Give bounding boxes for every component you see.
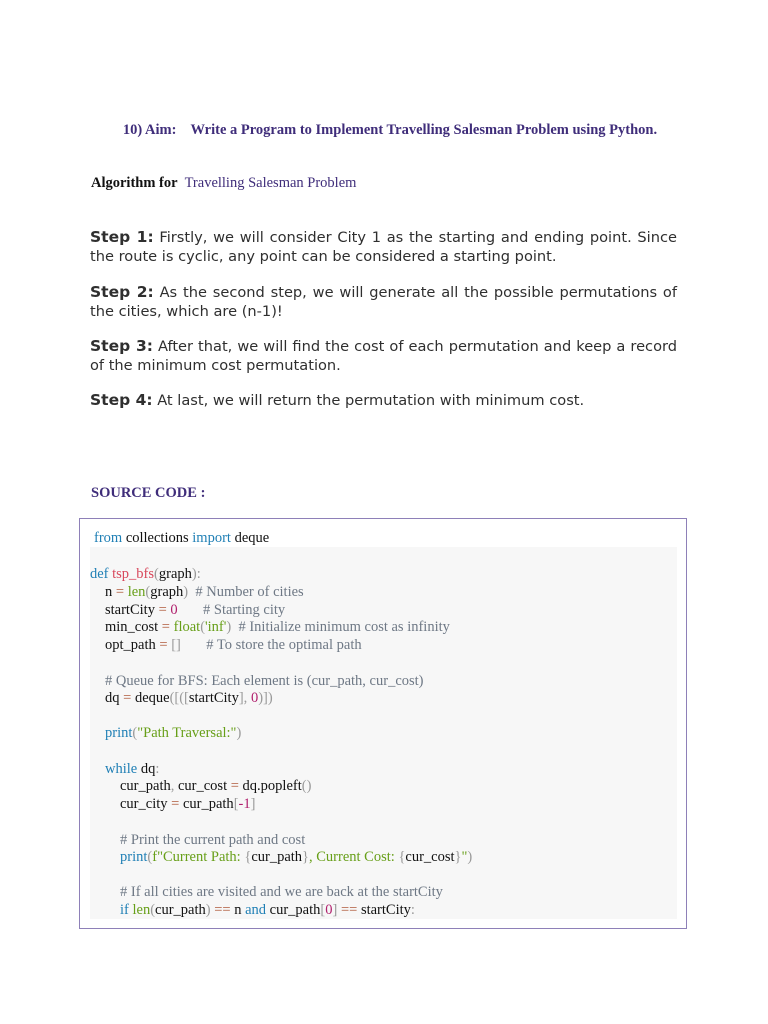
step-1 (90, 228, 677, 266)
code-line: cur_city = cur_path[-1] (120, 796, 256, 812)
aim-number: 10) Aim: (122, 122, 177, 138)
code-block (79, 518, 687, 929)
algorithm-prefix: Algorithm for (91, 175, 178, 191)
code-line: dq = deque([([startCity], 0)]) (105, 690, 273, 706)
code-line: # Print the current path and cost (120, 832, 306, 848)
step-text: At last, we will return the permutation with minimum cost. (157, 392, 585, 409)
code-line: min_cost = float('inf') # Initialize minimum cost as infinity (105, 619, 450, 635)
aim-heading (0, 122, 768, 139)
code-line: print("Path Traversal:") (105, 725, 242, 741)
code-line: while dq: (105, 761, 160, 777)
code-line: n = len(graph) # Number of cities (105, 584, 304, 600)
step-label: Step 1: (90, 228, 154, 246)
code-line: cur_path, cur_cost = dq.popleft() (120, 778, 312, 794)
step-text: Firstly, we will consider City 1 as the starting and ending point. Since the route is cyclic, any point can be considered a starting point. (90, 229, 677, 265)
step-text: As the second step, we will generate all the possible permutations of the cities, which are (n-1)! (90, 284, 678, 320)
code-line: startCity = 0 # Starting city (105, 602, 286, 618)
step-4 (90, 391, 677, 411)
code-line: def tsp_bfs(graph): (90, 566, 201, 582)
code-line: # Queue for BFS: Each element is (cur_path, cur_cost) (105, 673, 424, 689)
aim-title: Write a Program to Implement Travelling Salesman Problem using Python. (190, 122, 658, 138)
step-text: After that, we will find the cost of each permutation and keep a record of the minimum cost permutation. (90, 338, 678, 374)
step-3 (90, 337, 677, 375)
algorithm-heading (91, 175, 356, 192)
code-line: opt_path = [] # To store the optimal path (105, 637, 362, 653)
code-line: if len(cur_path) == n and cur_path[0] == startCity: (120, 902, 415, 918)
step-label: Step 2: (90, 283, 154, 301)
code-line: # If all cities are visited and we are back at the startCity (120, 884, 443, 900)
step-label: Step 4: (90, 391, 153, 409)
code-line: from collections import deque (94, 530, 270, 546)
algorithm-name: Travelling Salesman Problem (184, 175, 357, 191)
step-label: Step 3: (90, 337, 153, 355)
step-2 (90, 283, 677, 321)
source-code-heading: SOURCE CODE : (91, 485, 206, 501)
code-line: print(f"Current Path: {cur_path}, Current Cost: {cur_cost}") (120, 849, 473, 865)
